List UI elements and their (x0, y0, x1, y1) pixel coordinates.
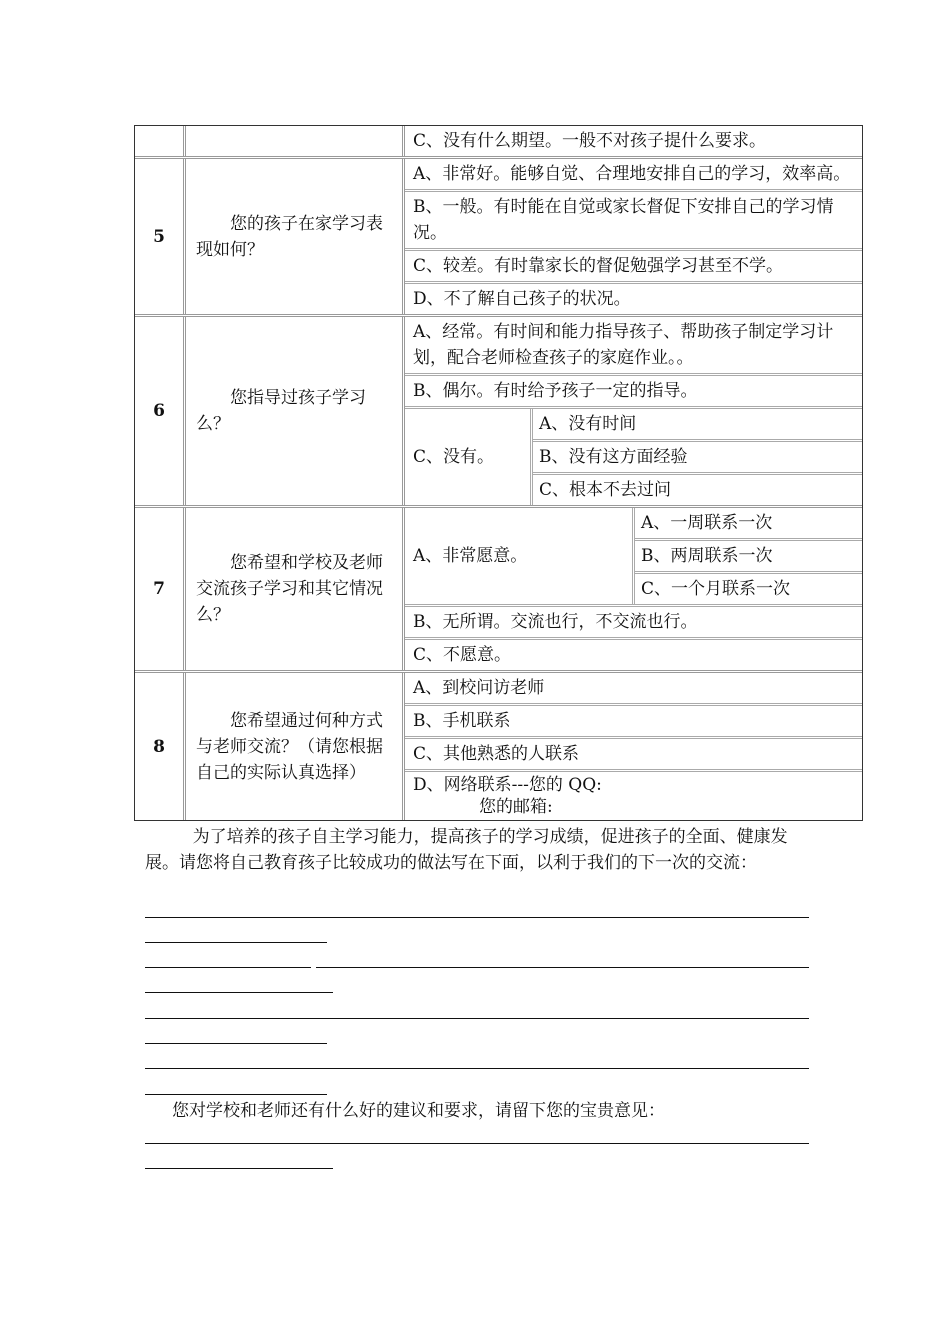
suggestion-line[interactable] (145, 1168, 333, 1169)
option-c[interactable]: C、较差。有时靠家长的督促勉强学习甚至不学。 (405, 248, 862, 281)
suggestion-prompt: 您对学校和老师还有什么好的建议和要求，请留下您的宝贵意见： (172, 1101, 665, 1121)
option-d[interactable]: D、不了解自己孩子的状况。 (405, 281, 862, 314)
table-row-q7 (135, 505, 862, 670)
table-row-q6 (135, 314, 862, 505)
closing-paragraph: 为了培养的孩子自主学习能力，提高孩子的学习成绩，促进孩子的全面、健康发展。请您将自己教育孩子比较成功的做法写在下面，以利于我们的下一次的交流： (145, 827, 788, 873)
answer-line[interactable] (145, 1068, 809, 1069)
question-number: 8 (135, 673, 186, 820)
question-text: 您的孩子在家学习表现如何？ (186, 159, 405, 314)
option-c-no-expectation[interactable]: C、没有什么期望。一般不对孩子提什么要求。 (413, 131, 767, 151)
option-a[interactable]: A、非常好。能够自觉、合理地安排自己的学习，效率高。 (413, 164, 851, 184)
option-c[interactable]: C、没有。 (405, 409, 533, 505)
sub-option-never-ask[interactable]: C、根本不去过问 (533, 472, 862, 505)
option-b[interactable]: B、手机联系 (405, 703, 862, 736)
survey-table (134, 125, 863, 821)
sub-option-monthly[interactable]: C、一个月联系一次 (635, 571, 862, 604)
question-text: 您希望和学校及老师交流孩子学习和其它情况么？ (186, 508, 405, 670)
answer-line[interactable] (145, 1094, 327, 1095)
option-d-online[interactable] (405, 769, 862, 820)
sub-option-no-time[interactable]: A、没有时间 (539, 414, 637, 434)
option-a-group (405, 508, 862, 604)
answer-line[interactable] (145, 1018, 809, 1019)
option-c[interactable]: C、不愿意。 (405, 637, 862, 670)
question-number-cell (135, 126, 186, 156)
table-row-continued (135, 126, 862, 156)
email-label: 您的邮箱: (479, 797, 553, 817)
option-b[interactable]: B、无所谓。交流也行，不交流也行。 (405, 604, 862, 637)
qq-label: D、网络联系---您的 QQ: (413, 775, 602, 795)
answer-line[interactable] (145, 1043, 327, 1044)
question-cell (186, 126, 405, 156)
answer-line[interactable] (145, 992, 333, 993)
question-text: 您指导过孩子学习么？ (186, 317, 405, 505)
question-text: 您希望通过何种方式与老师交流？（请您根据自己的实际认真选择） (186, 673, 405, 820)
option-b[interactable]: B、一般。有时能在自觉或家长督促下安排自己的学习情况。 (405, 189, 862, 248)
question-number: 6 (135, 317, 186, 505)
table-row-q8 (135, 670, 862, 820)
option-c[interactable]: C、其他熟悉的人联系 (405, 736, 862, 769)
suggestion-line[interactable] (145, 1143, 809, 1144)
option-a[interactable]: A、非常愿意。 (405, 508, 635, 604)
answer-line[interactable] (316, 967, 809, 968)
option-c-group (405, 406, 862, 505)
answer-line[interactable] (145, 942, 327, 943)
sub-option-biweekly[interactable]: B、两周联系一次 (635, 538, 862, 571)
answer-line[interactable] (145, 917, 809, 918)
table-row-q5 (135, 156, 862, 314)
question-number: 7 (135, 508, 186, 670)
sub-option-no-experience[interactable]: B、没有这方面经验 (533, 439, 862, 472)
question-number: 5 (135, 159, 186, 314)
sub-option-weekly[interactable]: A、一周联系一次 (641, 513, 773, 533)
option-a[interactable]: A、经常。有时间和能力指导孩子、帮助孩子制定学习计划，配合老师检查孩子的家庭作业。。 (413, 322, 834, 368)
option-b[interactable]: B、偶尔。有时给予孩子一定的指导。 (405, 373, 862, 406)
answer-line[interactable] (145, 967, 311, 968)
option-a[interactable]: A、到校问访老师 (413, 678, 545, 698)
